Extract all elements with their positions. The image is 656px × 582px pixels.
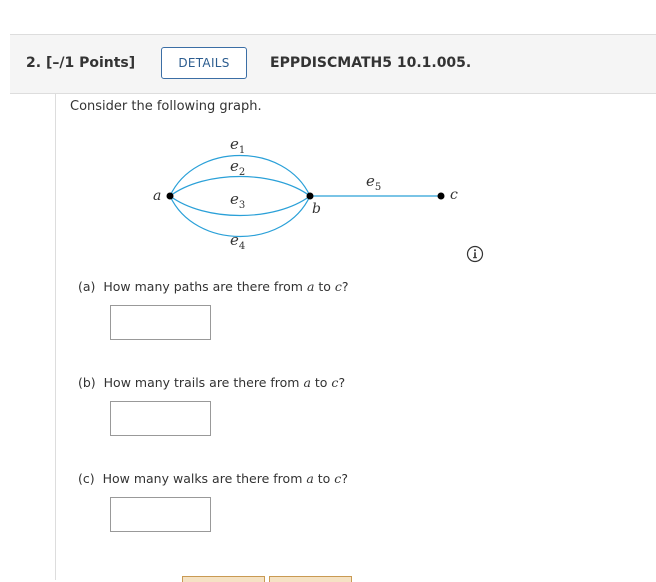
edge-label-e5-letter: e (366, 172, 375, 190)
edge-label-e2-letter: e (230, 157, 239, 175)
edge-label-e5 (366, 172, 381, 193)
question-number: 2. (26, 55, 42, 71)
part-c-end: ? (341, 471, 348, 486)
part-b-question (78, 375, 345, 390)
part-b-answer-input[interactable] (110, 401, 211, 436)
edge-e2 (170, 177, 310, 197)
vertex-a (167, 193, 174, 200)
details-button[interactable]: DETAILS (161, 47, 247, 79)
part-a-to: c (334, 279, 342, 294)
part-a-from: a (306, 279, 315, 294)
part-b-from: a (303, 375, 311, 390)
part-c-marker: (c) (78, 471, 95, 486)
part-c-mid: to (313, 471, 335, 486)
vertex-b (307, 193, 314, 200)
part-a-mid: to (314, 279, 335, 294)
part-a-end: ? (341, 279, 349, 294)
vertex-c (438, 193, 445, 200)
edge-label-e1 (230, 135, 245, 156)
vertex-label-a: a (153, 188, 162, 204)
part-b-marker: (b) (78, 375, 96, 390)
part-c-answer-input[interactable] (110, 497, 211, 532)
part-a-question (78, 279, 349, 294)
edge-label-e3-sub: 3 (238, 200, 246, 211)
info-circle-icon[interactable] (466, 245, 484, 263)
part-b-mid: to (310, 375, 332, 390)
part-c-from: a (306, 471, 314, 486)
part-a-marker: (a) (78, 279, 96, 294)
edge-label-e1-letter: e (230, 135, 239, 153)
part-a-text: How many paths are there from (103, 279, 307, 294)
question-prompt: Consider the following graph. (70, 99, 262, 114)
edge-label-e4 (230, 231, 245, 252)
points-label: [–/1 Points] (45, 55, 136, 71)
vertex-label-c: c (450, 187, 458, 203)
footer-button-left[interactable] (182, 576, 265, 582)
edge-label-e3-letter: e (230, 190, 239, 208)
edge-label-e1-sub: 1 (238, 145, 246, 156)
part-c-text: How many walks are there from (102, 471, 307, 486)
edge-label-e3 (230, 190, 245, 211)
part-c-to: c (334, 471, 342, 486)
edge-label-e4-sub: 4 (238, 241, 246, 252)
part-b-text: How many trails are there from (103, 375, 304, 390)
footer-button-right[interactable] (269, 576, 352, 582)
part-b-end: ? (338, 375, 346, 390)
part-a-answer-input[interactable] (110, 305, 211, 340)
part-b-to: c (331, 375, 339, 390)
edge-label-e2-sub: 2 (238, 167, 246, 178)
edge-label-e2 (230, 157, 245, 178)
question-id: EPPDISCMATH5 10.1.005. (270, 55, 472, 71)
part-c-question (78, 471, 348, 486)
edge-label-e4-letter: e (230, 231, 239, 249)
vertex-label-b: b (312, 201, 321, 217)
edge-label-e5-sub: 5 (374, 182, 382, 193)
